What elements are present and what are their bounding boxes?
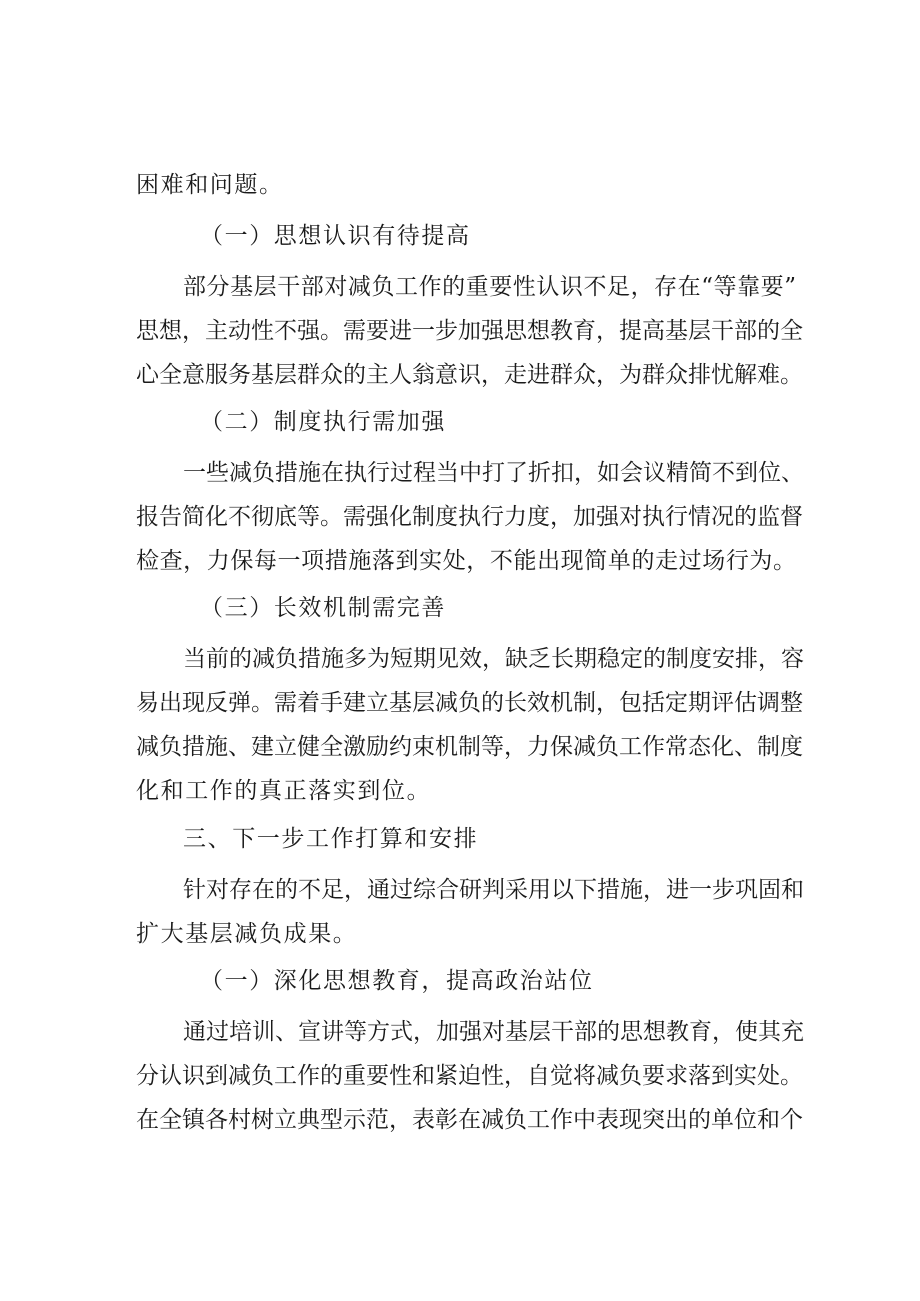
- section-heading: （三）长效机制需完善: [200, 595, 446, 621]
- paragraph-line: 分认识到减负工作的重要性和紧迫性，自觉将减负要求落到实处。: [136, 1063, 803, 1089]
- paragraph-line: 化和工作的真正落实到位。: [136, 778, 432, 804]
- paragraph-line: 易出现反弹。需着手建立基层减负的长效机制，包括定期评估调整: [136, 690, 803, 716]
- section-heading: （一）深化思想教育，提高政治站位: [200, 968, 594, 994]
- paragraph-line: 思想，主动性不强。需要进一步加强思想教育，提高基层干部的全: [136, 318, 803, 344]
- paragraph-line: 检查，力保每一项措施落到实处，不能出现简单的走过场行为。: [136, 548, 796, 574]
- paragraph-line: 扩大基层减负成果。: [136, 921, 358, 947]
- paragraph-line: 报告简化不彻底等。需强化制度执行力度，加强对执行情况的监督: [136, 504, 803, 530]
- paragraph-line: 心全意服务基层群众的主人翁意识，走进群众，为群众排忧解难。: [136, 362, 803, 388]
- paragraph-line: 当前的减负措施多为短期见效，缺乏长期稳定的制度安排，容: [183, 646, 804, 672]
- paragraph-line: 在全镇各村树立典型示范，表彰在减负工作中表现突出的单位和个: [136, 1107, 803, 1133]
- paragraph-line: 通过培训、宣讲等方式，加强对基层干部的思想教育，使其充: [183, 1019, 804, 1045]
- paragraph-line: 针对存在的不足，通过综合研判采用以下措施，进一步巩固和: [183, 877, 804, 903]
- section-heading: （二）制度执行需加强: [200, 409, 446, 435]
- paragraph-line: 减负措施、建立健全激励约束机制等，力保减负工作常态化、制度: [136, 734, 803, 760]
- chapter-heading: 三、下一步工作打算和安排: [183, 826, 479, 852]
- paragraph-line: 困难和问题。: [136, 172, 284, 198]
- paragraph-line: 部分基层干部对减负工作的重要性认识不足，存在“等靠要”: [183, 274, 796, 300]
- paragraph-line: 一些减负措施在执行过程当中打了折扣，如会议精简不到位、: [183, 460, 804, 486]
- section-heading: （一）思想认识有待提高: [200, 223, 471, 249]
